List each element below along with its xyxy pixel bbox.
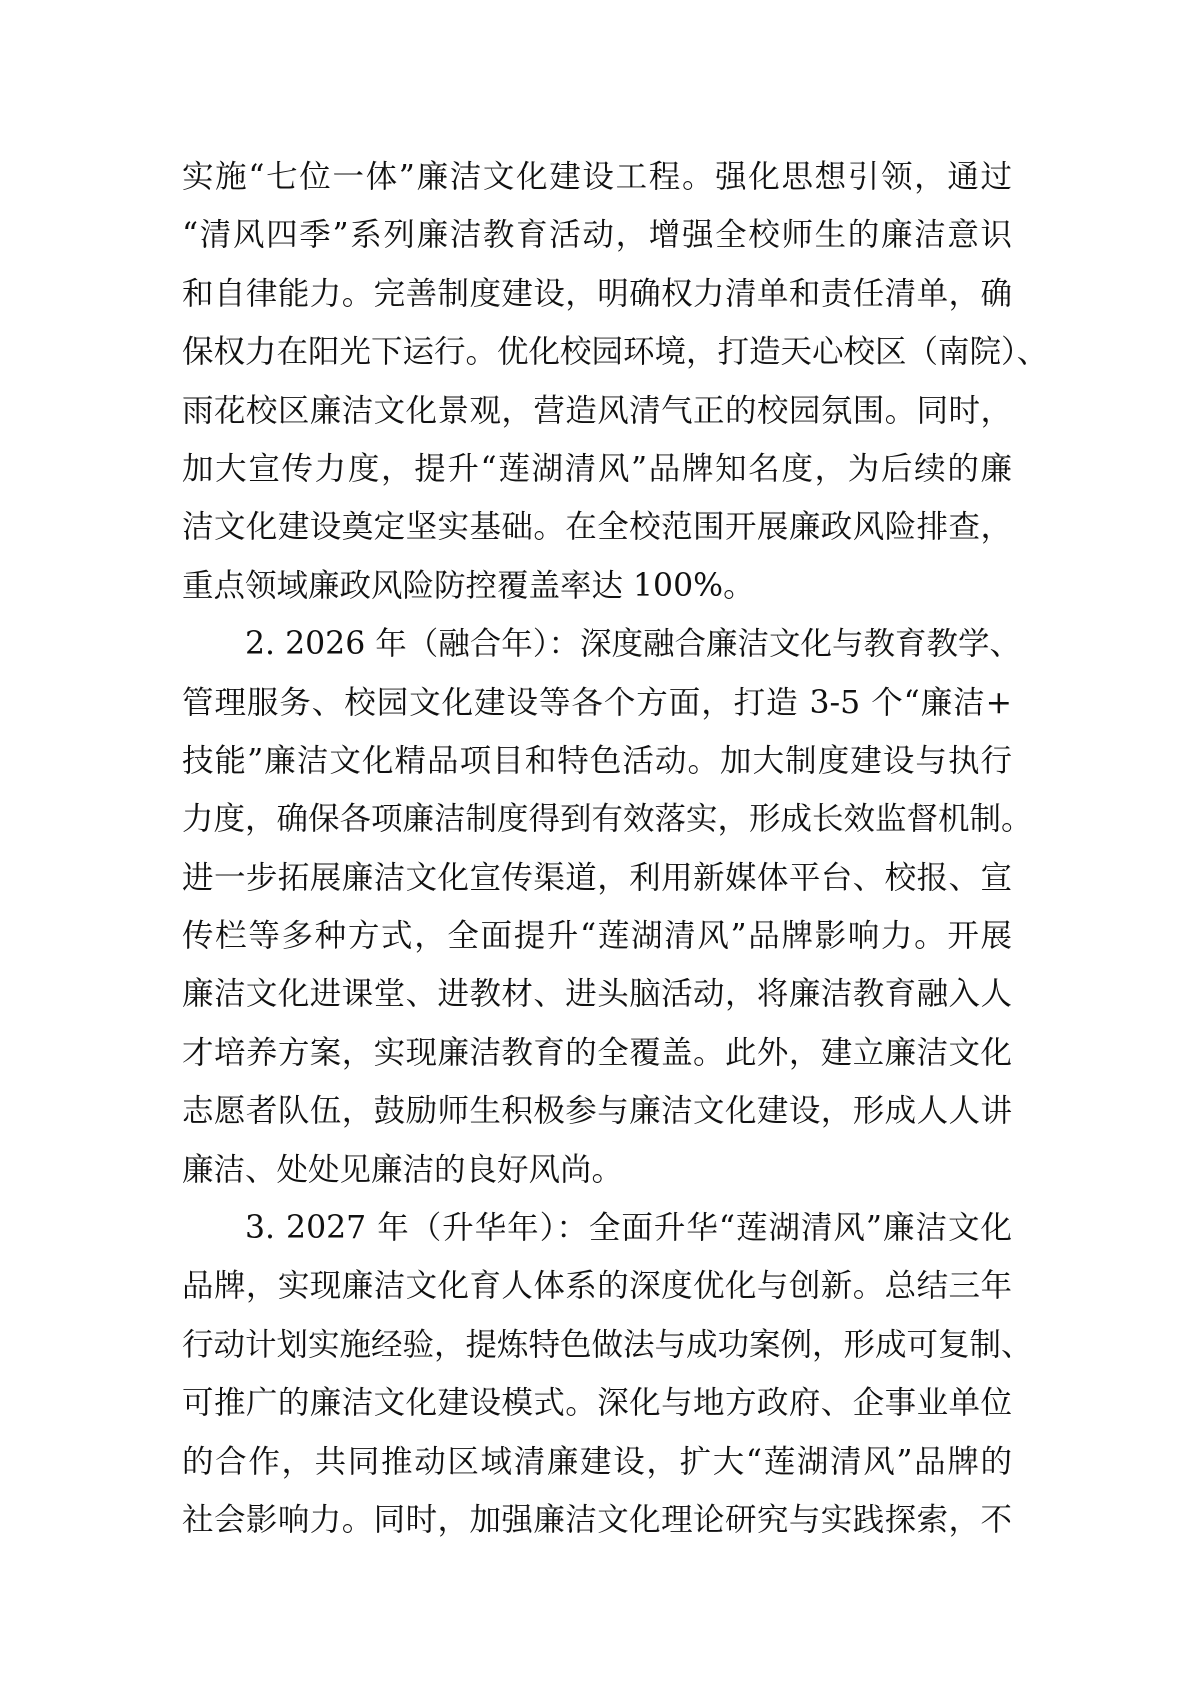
text-line: 和自律能力。完善制度建设，明确权力清单和责任清单，确 (182, 275, 1012, 312)
text-line: 廉洁、处处见廉洁的良好风尚。 (182, 1151, 624, 1188)
text-line: 廉洁文化进课堂、进教材、进头脑活动，将廉洁教育融入人 (182, 976, 1012, 1013)
text-line: 保权力在阳光下运行。优化校园环境，打造天心校区（南院）、 (182, 334, 1049, 371)
text-line: 技能”廉洁文化精品项目和特色活动。加大制度建设与执行 (182, 742, 1012, 779)
text-line: 雨花校区廉洁文化景观，营造风清气正的校园氛围。同时， (182, 392, 1012, 429)
paragraph-2026 (182, 615, 1033, 1199)
text-line: 力度，确保各项廉洁制度得到有效落实，形成长效监督机制。 (182, 801, 1033, 838)
text-line: 的合作，共同推动区域清廉建设，扩大“莲湖清风”品牌的 (182, 1443, 1012, 1480)
text-line: 实施“七位一体”廉洁文化建设工程。强化思想引领，通过 (182, 159, 1012, 195)
text-line: 社会影响力。同时，加强廉洁文化理论研究与实践探索，不 (182, 1501, 1012, 1538)
body-text (182, 148, 1049, 1549)
text-line: 行动计划实施经验，提炼特色做法与成功案例，形成可复制、 (182, 1326, 1033, 1363)
text-line: 加大宣传力度，提升“莲湖清风”品牌知名度，为后续的廉 (182, 450, 1012, 487)
text-line: “清风四季”系列廉洁教育活动，增强全校师生的廉洁意识 (182, 217, 1012, 254)
text-line: 志愿者队伍，鼓励师生积极参与廉洁文化建设，形成人人讲 (182, 1093, 1012, 1130)
text-line: 3. 2027 年（升华年）：全面升华“莲湖清风”廉洁文化 (245, 1210, 1012, 1247)
text-line: 品牌，实现廉洁文化育人体系的深度优化与创新。总结三年 (182, 1268, 1012, 1305)
text-line: 洁文化建设奠定坚实基础。在全校范围开展廉政风险排查， (182, 509, 1012, 546)
text-line: 才培养方案，实现廉洁教育的全覆盖。此外，建立廉洁文化 (182, 1034, 1012, 1071)
paragraph-2025 (182, 148, 1049, 615)
text-line: 管理服务、校园文化建设等各个方面，打造 3-5 个“廉洁+ (182, 684, 1012, 721)
paragraph-2027 (182, 1199, 1033, 1549)
text-line: 可推广的廉洁文化建设模式。深化与地方政府、企事业单位 (182, 1385, 1012, 1422)
text-line: 传栏等多种方式，全面提升“莲湖清风”品牌影响力。开展 (182, 918, 1012, 955)
text-line: 进一步拓展廉洁文化宣传渠道，利用新媒体平台、校报、宣 (182, 859, 1012, 896)
text-line: 2. 2026 年（融合年）：深度融合廉洁文化与教育教学、 (245, 626, 1021, 663)
text-line: 重点领域廉政风险防控覆盖率达 100%。 (182, 567, 755, 604)
